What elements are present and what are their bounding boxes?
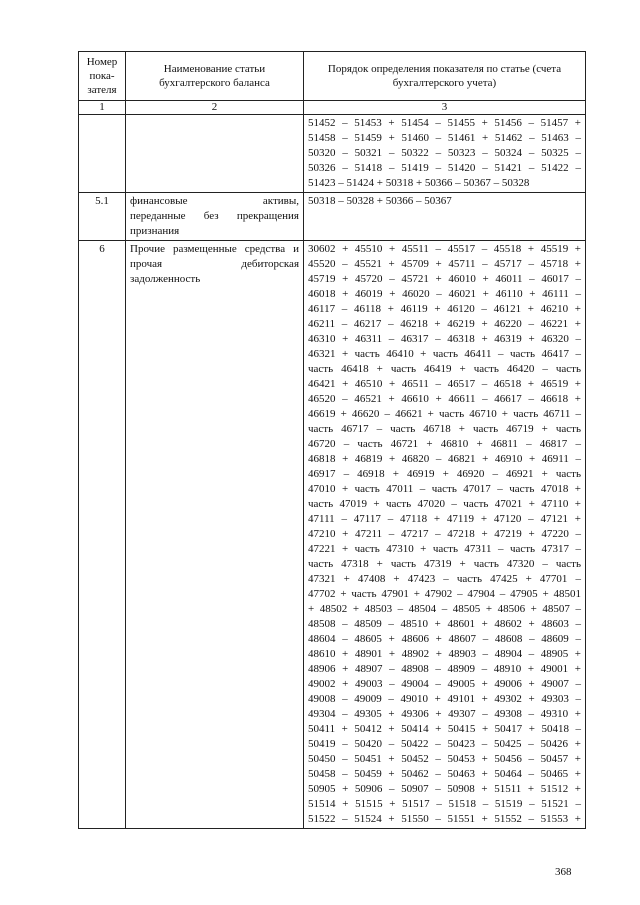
formula-line: 48604 – 48605 + 48606 + 48607 – 48608 – 48609 –: [308, 633, 581, 645]
table-row: [79, 193, 586, 241]
formula-line: 51522 – 51524 + 51550 – 51551 + 51552 – 51553 +: [308, 813, 581, 825]
row-name: [126, 115, 304, 193]
column-number: 1: [79, 101, 126, 115]
formula-line: 46321 + часть 46410 + часть 46411 – часть 46417 –: [308, 348, 581, 360]
formula-line: 50318 – 50328 + 50366 – 50367: [308, 195, 452, 207]
formula-line: 49002 + 49003 – 49004 – 49005 + 49006 + 49007 –: [308, 678, 581, 690]
formula-line: часть 47318 + часть 47319 + часть 47320 – часть: [308, 558, 581, 570]
formula-line: 47321 + 47408 + 47423 – часть 47425 + 47701 –: [308, 573, 581, 585]
formula-line: 50320 – 50321 – 50322 – 50323 – 50324 – 50325 –: [308, 147, 581, 159]
page-number: 368: [555, 866, 572, 878]
row-formula: [304, 115, 586, 193]
header-formula: Порядок определения показателя по статье (счета бухгалтерского учета): [304, 52, 586, 101]
row-number: 6: [79, 241, 126, 829]
formula-line: 51452 – 51453 + 51454 – 51455 + 51456 – 51457 +: [308, 117, 581, 129]
row-name-line: признания: [130, 225, 180, 237]
row-name-line: переданные без прекращения: [130, 210, 299, 222]
formula-line: 46421 + 46510 + 46511 – 46517 – 46518 + 46519 +: [308, 378, 581, 390]
formula-line: 46310 + 46311 – 46317 – 46318 + 46319 + 46320 –: [308, 333, 581, 345]
row-name: [126, 241, 304, 829]
formula-line: 46917 – 46918 + 46919 + 46920 – 46921 + часть: [308, 468, 581, 480]
table-row: [79, 115, 586, 193]
formula-line: 51458 – 51459 + 51460 – 51461 + 51462 – 51463 –: [308, 132, 581, 144]
header-number: Номер пока- зателя: [79, 52, 126, 101]
formula-line: 48610 + 48901 + 48902 + 48903 – 48904 – 48905 +: [308, 648, 581, 660]
formula-line: 45520 – 45521 + 45709 + 45711 – 45717 – 45718 +: [308, 258, 581, 270]
formula-line: 46818 + 46819 + 46820 – 46821 + 46910 + 46911 –: [308, 453, 581, 465]
formula-line: 51514 + 51515 + 51517 – 51518 – 51519 – 51521 –: [308, 798, 581, 810]
formula-line: 50411 + 50412 + 50414 + 50415 + 50417 + 50418 –: [308, 723, 581, 735]
formula-line: 48906 + 48907 – 48908 – 48909 – 48910 + 49001 +: [308, 663, 581, 675]
row-number: 5.1: [79, 193, 126, 241]
column-number-row: [79, 101, 586, 115]
row-name-line: Прочие размещенные средства и: [130, 243, 299, 255]
formula-line: 30602 + 45510 + 45511 – 45517 – 45518 + 45519 +: [308, 243, 581, 255]
formula-line: 47111 – 47117 – 47118 + 47119 + 47120 – 47121 +: [308, 513, 581, 525]
column-number: 2: [126, 101, 304, 115]
formula-line: + 48502 + 48503 – 48504 – 48505 + 48506 + 48507 –: [308, 603, 581, 615]
formula-line: 51423 – 51424 + 50318 + 50366 – 50367 – 50328: [308, 177, 530, 189]
row-formula: [304, 193, 586, 241]
row-name-line: финансовые активы,: [130, 195, 299, 207]
header-row: [79, 52, 586, 101]
formula-line: 48508 – 48509 – 48510 + 48601 + 48602 + 48603 –: [308, 618, 581, 630]
row-formula: [304, 241, 586, 829]
balance-table: [78, 51, 586, 829]
formula-line: 50450 – 50451 + 50452 – 50453 + 50456 – 50457 +: [308, 753, 581, 765]
formula-line: 46117 – 46118 + 46119 + 46120 – 46121 + 46210 +: [308, 303, 581, 315]
column-number: 3: [304, 101, 586, 115]
formula-line: 46211 – 46217 – 46218 + 46219 + 46220 – 46221 +: [308, 318, 581, 330]
formula-line: 46520 – 46521 + 46610 + 46611 – 46617 – 46618 +: [308, 393, 581, 405]
row-name-line: задолженность: [130, 273, 201, 285]
formula-line: 46720 – часть 46721 + 46810 + 46811 – 46817 –: [308, 438, 581, 450]
table-row: [79, 241, 586, 829]
row-number: [79, 115, 126, 193]
formula-line: 50419 – 50420 – 50422 – 50423 – 50425 – 50426 +: [308, 738, 581, 750]
formula-line: 46018 + 46019 + 46020 – 46021 + 46110 + 46111 –: [308, 288, 581, 300]
formula-line: 47010 + часть 47011 – часть 47017 – часть 47018 +: [308, 483, 581, 495]
formula-line: 45719 + 45720 – 45721 + 46010 + 46011 – 46017 –: [308, 273, 581, 285]
formula-line: 50326 – 51418 – 51419 – 51420 – 51421 – 51422 –: [308, 162, 581, 174]
formula-line: 47702 + часть 47901 + 47902 – 47904 – 47905 + 48501: [308, 588, 581, 600]
row-name-line: прочая дебиторская: [130, 258, 299, 270]
formula-line: 46619 + 46620 – 46621 + часть 46710 + часть 46711 –: [308, 408, 581, 420]
formula-line: 47221 + часть 47310 + часть 47311 – часть 47317 –: [308, 543, 581, 555]
formula-line: часть 46717 – часть 46718 + часть 46719 + часть: [308, 423, 581, 435]
row-name: [126, 193, 304, 241]
formula-line: часть 46418 + часть 46419 + часть 46420 – часть: [308, 363, 581, 375]
formula-line: 50458 – 50459 + 50462 – 50463 + 50464 – 50465 +: [308, 768, 581, 780]
formula-line: часть 47019 + часть 47020 – часть 47021 + 47110 +: [308, 498, 581, 510]
formula-line: 49008 – 49009 – 49010 + 49101 + 49302 + 49303 –: [308, 693, 581, 705]
header-name: Наименование статьи бухгалтерского баланса: [126, 52, 304, 101]
formula-line: 50905 + 50906 – 50907 – 50908 + 51511 + 51512 +: [308, 783, 581, 795]
formula-line: 49304 – 49305 + 49306 + 49307 – 49308 – 49310 +: [308, 708, 581, 720]
formula-line: 47210 + 47211 – 47217 – 47218 + 47219 + 47220 –: [308, 528, 581, 540]
